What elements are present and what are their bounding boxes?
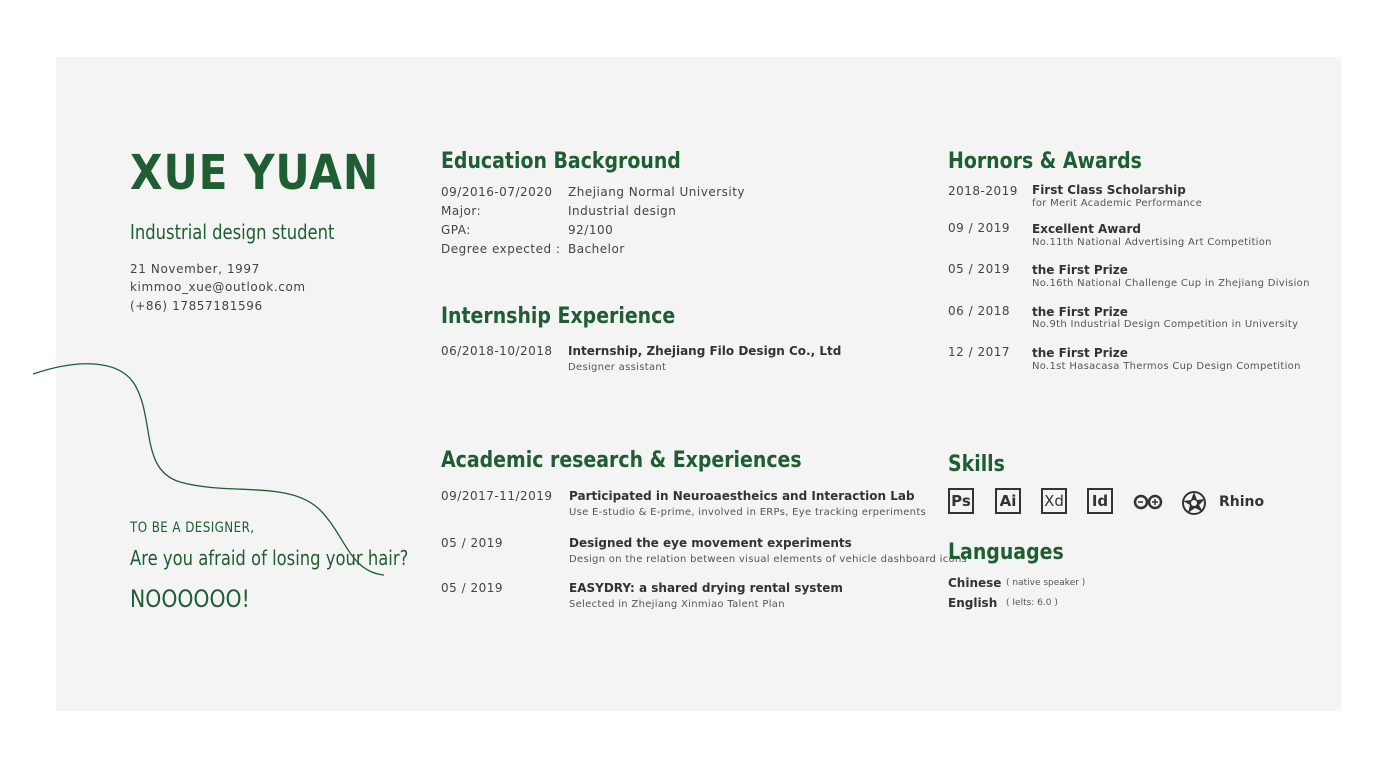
- tagline-small: TO BE A DESIGNER,: [130, 520, 255, 536]
- award-title: First Class Scholarship: [1032, 183, 1186, 197]
- education-label: 09/2016-07/2020: [441, 185, 553, 199]
- research-date: 05 / 2019: [441, 536, 503, 550]
- research-date: 05 / 2019: [441, 581, 503, 595]
- award-detail: for Merit Academic Performance: [1032, 198, 1203, 209]
- research-item-detail: Design on the relation between visual elements of vehicle dashboard icons: [569, 554, 968, 565]
- research-item-title: Designed the eye movement experiments: [569, 536, 852, 550]
- language-note: ( Ielts: 6.0 ): [1006, 598, 1058, 608]
- profile-email: kimmoo_xue@outlook.com: [130, 280, 306, 294]
- illustrator-icon: Ai: [995, 488, 1021, 514]
- languages-title: Languages: [948, 540, 1064, 565]
- profile-phone: (+86) 17857181596: [130, 299, 263, 313]
- internship-position: Internship, Zhejiang Filo Design Co., Ltd: [568, 344, 842, 358]
- research-item-title: EASYDRY: a shared drying rental system: [569, 581, 843, 595]
- internship-date: 06/2018-10/2018: [441, 344, 553, 358]
- education-value: Industrial design: [568, 204, 677, 218]
- research-item-detail: Use E-studio & E-prime, involved in ERPs, Eye tracking erperiments: [569, 507, 927, 518]
- award-date: 05 / 2019: [948, 262, 1010, 276]
- education-value: 92/100: [568, 223, 614, 237]
- award-detail: No.11th National Advertising Art Competition: [1032, 237, 1272, 248]
- awards-title: Hornors & Awards: [948, 149, 1142, 174]
- rhino-icon: [1181, 490, 1207, 516]
- photoshop-icon: Ps: [948, 488, 974, 514]
- arduino-icon: [1133, 493, 1163, 511]
- language-note: ( native speaker ): [1006, 578, 1086, 588]
- research-item-detail: Selected in Zhejiang Xinmiao Talent Plan: [569, 599, 785, 610]
- internship-detail: Designer assistant: [568, 362, 667, 373]
- xd-icon: Xd: [1041, 488, 1067, 514]
- award-detail: No.9th Industrial Design Competition in University: [1032, 319, 1299, 330]
- award-title: the First Prize: [1032, 305, 1128, 319]
- skills-title: Skills: [948, 452, 1005, 477]
- education-title: Education Background: [441, 149, 681, 174]
- education-value: Bachelor: [568, 242, 625, 256]
- award-detail: No.16th National Challenge Cup in Zhejiang Division: [1032, 278, 1310, 289]
- award-date: 2018-2019: [948, 184, 1018, 198]
- language-name: English: [948, 596, 998, 610]
- award-detail: No.1st Hasacasa Thermos Cup Design Competition: [1032, 361, 1301, 372]
- language-name: Chinese: [948, 576, 1002, 590]
- award-date: 09 / 2019: [948, 221, 1010, 235]
- education-label: GPA:: [441, 223, 471, 237]
- education-value: Zhejiang Normal University: [568, 185, 746, 199]
- profile-birthday: 21 November, 1997: [130, 262, 260, 276]
- profile-role: Industrial design student: [130, 220, 335, 244]
- tagline-question: Are you afraid of losing your hair?: [130, 546, 409, 570]
- award-date: 06 / 2018: [948, 304, 1010, 318]
- research-item-title: Participated in Neuroaestheics and Interaction Lab: [569, 489, 915, 503]
- education-label: Major:: [441, 204, 482, 218]
- internship-title: Internship Experience: [441, 304, 676, 329]
- rhino-label: Rhino: [1219, 494, 1265, 510]
- profile-name: XUE YUAN: [130, 145, 380, 201]
- award-title: Excellent Award: [1032, 222, 1141, 236]
- tagline-answer: NOOOOOO!: [130, 585, 250, 613]
- research-date: 09/2017-11/2019: [441, 489, 553, 503]
- indesign-icon: Id: [1087, 488, 1113, 514]
- award-title: the First Prize: [1032, 346, 1128, 360]
- award-date: 12 / 2017: [948, 345, 1010, 359]
- award-title: the First Prize: [1032, 263, 1128, 277]
- research-title: Academic research & Experiences: [441, 448, 802, 473]
- education-label: Degree expected :: [441, 242, 561, 256]
